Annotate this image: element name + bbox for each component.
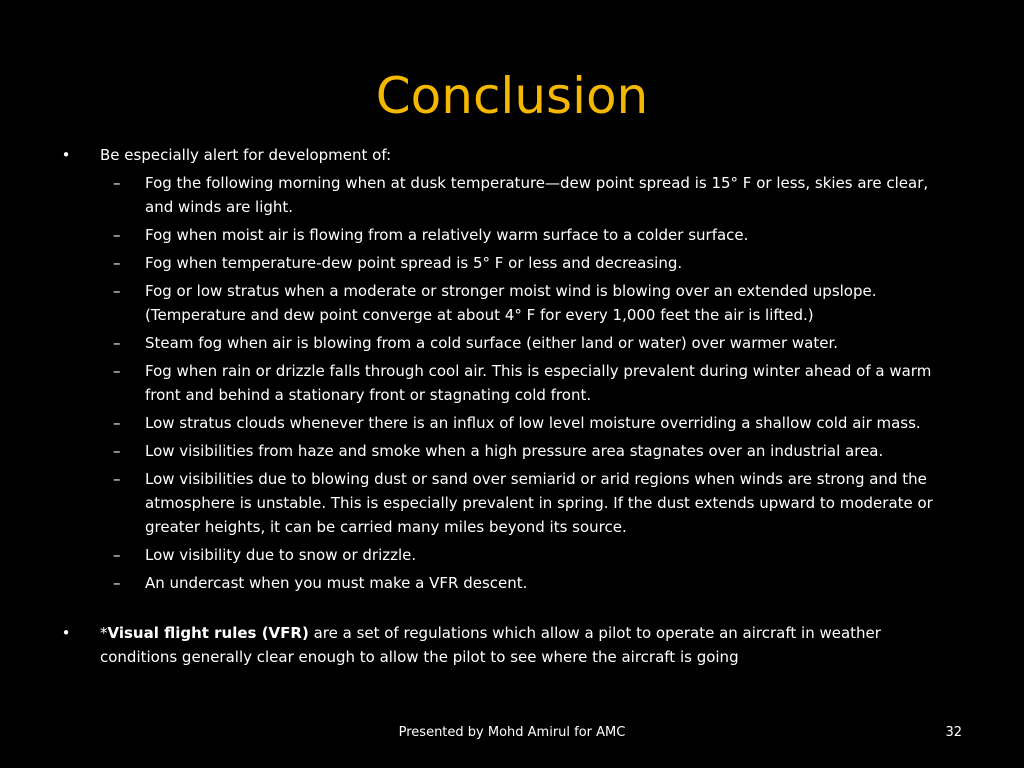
vfr-term: Visual flight rules (VFR) bbox=[107, 624, 309, 642]
dash-marker: – bbox=[113, 226, 121, 244]
sub-item-text: Low visibilities due to blowing dust or sand over semiarid or arid regions when winds are strong and the atmosphere is unstable. This is especially prevalent in spring. If the dust extends upward to moderate or greater heights, it can be carried many miles beyond its source. bbox=[145, 470, 933, 536]
dash-marker: – bbox=[113, 174, 121, 192]
vfr-definition-text: are a set of regulations which allow a pilot to operate an aircraft in weather conditions generally clear enough to allow the pilot to see where the aircraft is going bbox=[100, 624, 881, 666]
dash-marker: – bbox=[113, 574, 121, 592]
dash-marker: – bbox=[113, 362, 121, 380]
sub-item-text: Low stratus clouds whenever there is an influx of low level moisture overriding a shallow cold air mass. bbox=[145, 414, 921, 432]
sub-item-text: Low visibility due to snow or drizzle. bbox=[145, 546, 417, 564]
list-item bbox=[60, 411, 960, 435]
dash-marker: – bbox=[113, 254, 121, 272]
bullet-marker: • bbox=[61, 146, 71, 164]
list-item bbox=[60, 331, 960, 355]
spacer bbox=[60, 599, 960, 621]
slide-footer: Presented by Mohd Amirul for AMC bbox=[398, 725, 626, 740]
list-item bbox=[60, 439, 960, 463]
bullet-text: Be especially alert for development of: bbox=[100, 146, 392, 164]
list-item bbox=[60, 467, 960, 539]
sub-item-text: Fog the following morning when at dusk temperature—dew point spread is 15° F or less, skies are clear, and winds are light. bbox=[145, 174, 929, 216]
sub-item-text: Low visibilities from haze and smoke when a high pressure area stagnates over an industrial area. bbox=[145, 442, 884, 460]
list-item bbox=[60, 223, 960, 247]
sub-item-text: Steam fog when air is blowing from a cold surface (either land or water) over warmer water. bbox=[145, 334, 839, 352]
sub-item-text: Fog when moist air is flowing from a relatively warm surface to a colder surface. bbox=[145, 226, 749, 244]
slide-content bbox=[60, 143, 960, 669]
list-item bbox=[60, 543, 960, 567]
sub-item-text: Fog when rain or drizzle falls through cool air. This is especially prevalent during winter ahead of a warm front and behind a stationary front or stagnating cold front. bbox=[145, 362, 932, 404]
list-item bbox=[60, 571, 960, 595]
dash-marker: – bbox=[113, 470, 121, 488]
dash-marker: – bbox=[113, 546, 121, 564]
list-item bbox=[60, 251, 960, 275]
dash-marker: – bbox=[113, 334, 121, 352]
slide-title: Conclusion bbox=[375, 67, 649, 125]
sub-item-text: Fog when temperature-dew point spread is 5° F or less and decreasing. bbox=[145, 254, 683, 272]
list-item bbox=[60, 171, 960, 219]
vfr-prefix: * bbox=[100, 624, 108, 642]
bullet-vfr-definition bbox=[60, 621, 960, 669]
sub-item-text: Fog or low stratus when a moderate or stronger moist wind is blowing over an extended upslope. (Temperature and dew point converge at about 4° F for every 1,000 feet the air is lifted.) bbox=[145, 282, 877, 324]
bullet-marker: • bbox=[61, 624, 71, 642]
bullet-alert bbox=[60, 143, 960, 167]
list-item bbox=[60, 279, 960, 327]
dash-marker: – bbox=[113, 442, 121, 460]
sub-item-text: An undercast when you must make a VFR descent. bbox=[145, 574, 528, 592]
dash-marker: – bbox=[113, 414, 121, 432]
dash-marker: – bbox=[113, 282, 121, 300]
sub-list bbox=[60, 171, 960, 595]
list-item bbox=[60, 359, 960, 407]
page-number: 32 bbox=[945, 725, 962, 740]
